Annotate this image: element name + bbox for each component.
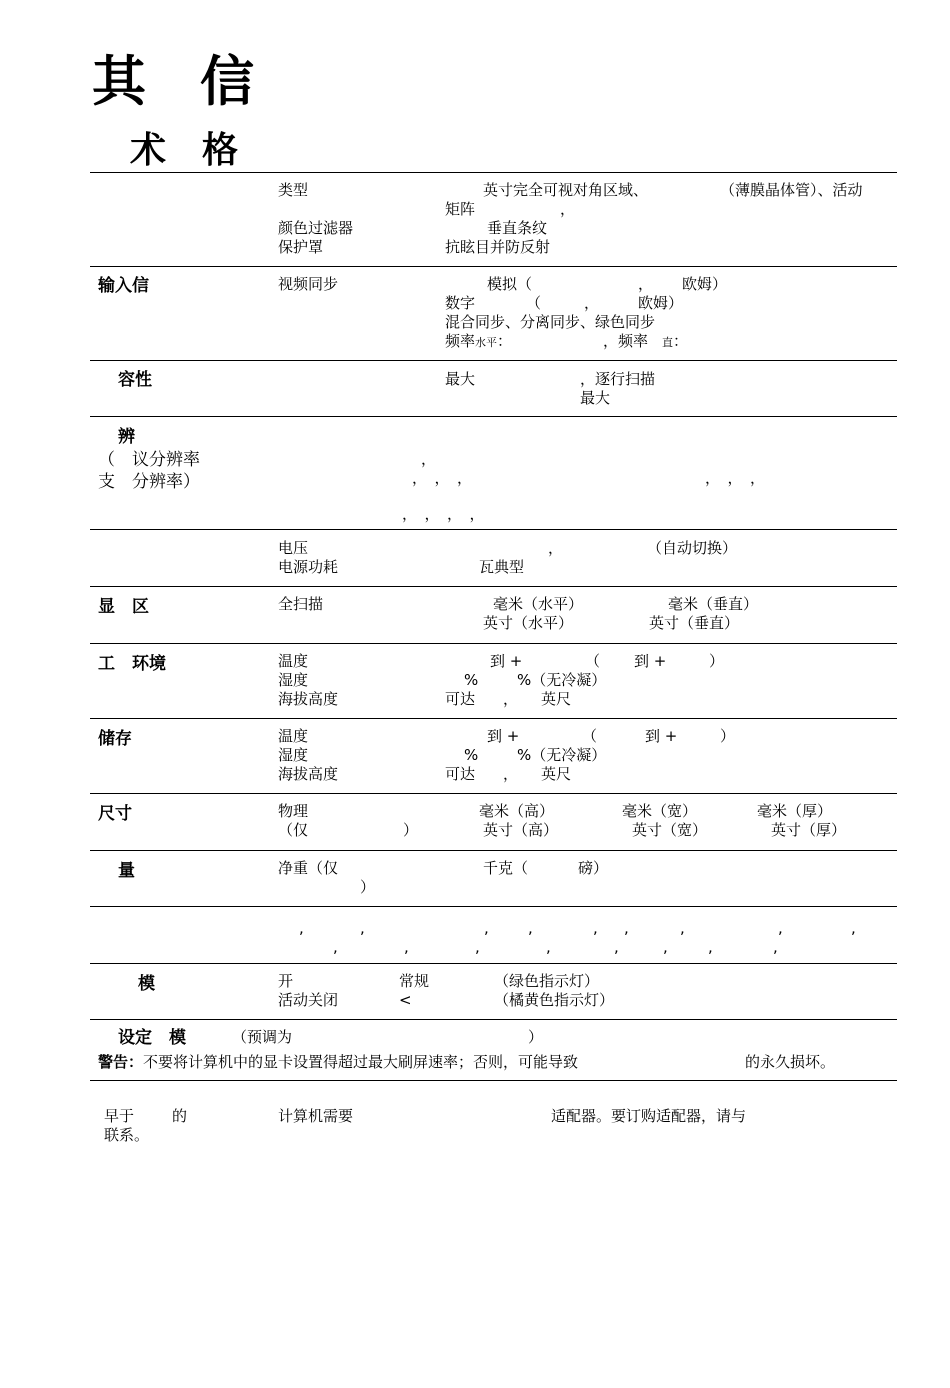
st-alt-2: ， <box>503 765 519 783</box>
comp-r1-8: , <box>851 919 856 937</box>
power-mode-label: 模 <box>138 974 155 994</box>
resolution-line-2: （ 议分辨率 <box>98 450 200 470</box>
resolution-line-3: 支 分辨率） <box>98 472 200 492</box>
st-alt-1: 可达 <box>445 765 476 783</box>
op-hum-2: %（无冷凝） <box>517 671 607 689</box>
op-alt-3: 英尺 <box>541 690 572 708</box>
comp-r2-3: , <box>546 938 551 956</box>
warning-tail: 的永久损坏。 <box>745 1053 836 1071</box>
display-b: 毫米（垂直） <box>668 595 759 613</box>
page-title: 其 信 <box>92 50 254 113</box>
panel-type-value-4: ， <box>560 200 576 218</box>
st-alt-key: 海拔高度 <box>278 765 339 783</box>
display-a: 毫米（水平） <box>493 595 584 613</box>
warning-body: 不要将计算机中的显卡设置得超过最大刷屏速率；否则，可能导致 <box>143 1053 579 1071</box>
display-key: 全扫描 <box>278 595 324 613</box>
comp-r1-5: , <box>624 919 629 937</box>
comp-r2-4: , <box>614 938 619 956</box>
divider <box>90 793 897 794</box>
consumption-value: 瓦典型 <box>479 558 525 576</box>
note-b: 的 <box>172 1107 188 1125</box>
weight-label: 量 <box>118 861 135 881</box>
comp-r2-2: , <box>475 938 480 956</box>
comp-r2-6: , <box>708 938 713 956</box>
weight-v1: 千克（ <box>483 859 529 877</box>
note-a: 早于 <box>104 1107 135 1125</box>
freq-b <box>603 332 688 352</box>
st-temp-2: （ <box>582 727 598 745</box>
mode-on-indicator: （绿色指示灯） <box>494 972 600 990</box>
freq-sub: 水平 <box>475 336 498 349</box>
divider <box>90 850 897 851</box>
voltage-key: 电压 <box>278 539 309 557</box>
dim-e: 英寸（宽） <box>632 821 708 839</box>
op-temp-1: 到 + <box>490 652 523 670</box>
compat-label: 容性 <box>118 370 152 390</box>
digital-c: ， <box>584 294 600 312</box>
st-hum-1: % <box>464 746 479 764</box>
sync-key: 视频同步 <box>278 275 339 293</box>
mode-on-key: 开 <box>278 972 294 990</box>
warning-label: 警告： <box>98 1053 144 1071</box>
voltage-b: （自动切换） <box>647 539 738 557</box>
divider <box>90 266 897 267</box>
protection-value: 抗眩目并防反射 <box>445 238 551 256</box>
comp-r1-0: , <box>299 919 304 937</box>
note-c: 计算机需要 <box>278 1107 354 1125</box>
op-temp-3: 到 + <box>634 652 667 670</box>
sync-modes: 混合同步、分离同步、绿色同步 <box>445 313 656 331</box>
weight-key: 净重（仅 <box>278 859 339 877</box>
st-temp-4: ） <box>720 727 736 745</box>
dim-d: 英寸（高） <box>483 821 559 839</box>
consumption-key: 电源功耗 <box>278 558 339 576</box>
st-hum-2: %（无冷凝） <box>517 746 607 764</box>
freq-label-2: ，频率 <box>603 332 649 350</box>
freq-sub-2: 直 <box>662 336 674 349</box>
comp-r1-6: , <box>680 919 685 937</box>
divider <box>90 529 897 530</box>
divider <box>90 718 897 719</box>
settings-pre: （预调为 <box>232 1028 293 1046</box>
op-temp-4: ） <box>709 652 725 670</box>
resolution-c3: ， ， ， <box>705 469 766 487</box>
divider <box>90 906 897 907</box>
settings-post: ） <box>528 1028 544 1046</box>
storage-label: 储存 <box>98 729 132 749</box>
weight-v2: 磅） <box>578 859 609 877</box>
digital-d: 欧姆） <box>638 294 684 312</box>
comp-r1-3: , <box>528 919 533 937</box>
dim-key-2: （仅 <box>278 821 309 839</box>
op-alt-1: 可达 <box>445 690 476 708</box>
resolution-label: 辨 <box>118 427 135 447</box>
voltage-a: ， <box>548 539 564 557</box>
divider <box>90 1080 897 1081</box>
compat-a: 最大 <box>445 370 476 388</box>
display-label: 显 区 <box>98 597 149 617</box>
comp-r2-1: , <box>404 938 409 956</box>
mode-off-indicator: （橘黄色指示灯） <box>494 991 615 1009</box>
settings-label: 设定 模 <box>118 1028 186 1048</box>
analog-c: 欧姆） <box>682 275 728 293</box>
comp-r2-0: , <box>333 938 338 956</box>
divider <box>90 1019 897 1020</box>
analog-b: ， <box>638 275 654 293</box>
st-temp-3: 到 + <box>645 727 678 745</box>
divider <box>90 172 897 173</box>
op-hum-key: 湿度 <box>278 671 309 689</box>
operating-label: 工 环境 <box>98 654 166 674</box>
comp-r1-1: , <box>360 919 365 937</box>
page-subtitle: 术 格 <box>130 130 239 171</box>
comp-r1-7: , <box>778 919 783 937</box>
mode-off-key: 活动关闭 <box>278 991 339 1009</box>
input-label: 输入信 <box>98 276 149 296</box>
resolution-c4: ， ， ， ， <box>402 505 485 523</box>
panel-type-value-2: （薄膜晶体管）、活动 <box>720 181 863 199</box>
comp-r2-7: , <box>773 938 778 956</box>
panel-type-value: 英寸完全可视对角区域、 <box>483 181 649 199</box>
dim-key-3: ） <box>403 821 419 839</box>
protection-key: 保护罩 <box>278 238 324 256</box>
freq-colon: ： <box>497 332 513 350</box>
resolution-c1: ， <box>421 450 437 468</box>
color-filter-value: 垂直条纹 <box>487 219 548 237</box>
note-d: 适配器。要订购适配器，请与 <box>551 1107 747 1125</box>
divider <box>90 416 897 417</box>
mode-on-value: 常规 <box>399 972 430 990</box>
op-alt-key: 海拔高度 <box>278 690 339 708</box>
mode-off-value: < <box>399 991 412 1009</box>
freq-a <box>445 332 512 352</box>
digital-b: （ <box>526 294 542 312</box>
analog-a: 模拟（ <box>487 275 533 293</box>
comp-r1-4: , <box>593 919 598 937</box>
freq-colon-2: ： <box>673 332 689 350</box>
divider <box>90 643 897 644</box>
st-temp-key: 温度 <box>278 727 309 745</box>
dim-key: 物理 <box>278 802 309 820</box>
op-hum-1: % <box>464 671 479 689</box>
color-filter-key: 颜色过滤器 <box>278 219 354 237</box>
display-d: 英寸（垂直） <box>649 614 740 632</box>
divider <box>90 963 897 964</box>
resolution-c2: ， ， ， <box>412 469 473 487</box>
op-temp-key: 温度 <box>278 652 309 670</box>
st-alt-3: 英尺 <box>541 765 572 783</box>
divider <box>90 586 897 587</box>
dim-a: 毫米（高） <box>479 802 555 820</box>
weight-key-2: ） <box>360 878 376 896</box>
note-e: 联系。 <box>104 1126 150 1144</box>
compat-b: ，逐行扫描 <box>580 370 656 388</box>
divider <box>90 360 897 361</box>
op-alt-2: ， <box>503 690 519 708</box>
dimensions-label: 尺寸 <box>98 804 132 824</box>
dim-b: 毫米（宽） <box>622 802 698 820</box>
panel-type-value-3: 矩阵 <box>445 200 476 218</box>
dim-f: 英寸（厚） <box>771 821 847 839</box>
warning-text <box>98 1053 578 1071</box>
comp-r1-2: , <box>484 919 489 937</box>
comp-r2-5: , <box>663 938 668 956</box>
st-temp-1: 到 + <box>487 727 520 745</box>
st-hum-key: 湿度 <box>278 746 309 764</box>
op-temp-2: （ <box>585 652 601 670</box>
dim-c: 毫米（厚） <box>757 802 833 820</box>
compat-c: 最大 <box>580 389 611 407</box>
panel-type-key: 类型 <box>278 181 309 199</box>
freq-label: 频率 <box>445 332 476 350</box>
digital-a: 数字 <box>445 294 476 312</box>
display-c: 英寸（水平） <box>483 614 574 632</box>
